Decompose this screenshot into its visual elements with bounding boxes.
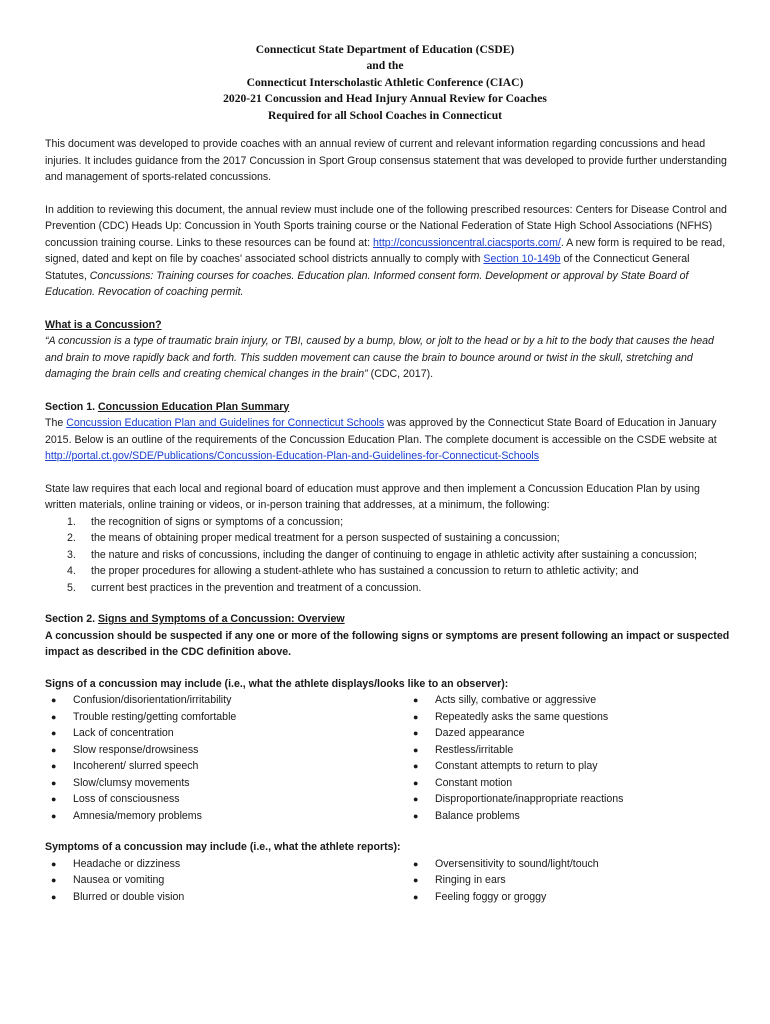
section-10-149b-link[interactable]: Section 10-149b (483, 253, 561, 265)
title-line-required: Required for all School Coaches in Connecticut (267, 108, 503, 122)
requirement-number: 3. (67, 548, 76, 561)
section-1-label: Section 1. (45, 400, 98, 413)
bullet-icon: ● (413, 810, 419, 821)
bullet-icon: ● (51, 695, 57, 705)
requirement-text: current best practices in the prevention and treatment of a concussion. (91, 581, 422, 594)
sign-item-text: Loss of consciousness (73, 793, 180, 805)
requirement-number: 5. (67, 581, 76, 594)
bullet-icon: ● (413, 777, 419, 788)
sign-item-text: Restless/irritable (435, 743, 514, 756)
sign-item (407, 709, 730, 726)
document-title (0, 42, 770, 124)
state-law-paragraph: State law requires that each local and regional board of education must approve and then implement a Concussion Education Plan by using written materials, online training or videos, or in-person training that addresses, at a minimum, the following: (45, 482, 700, 511)
sign-item-text: Dazed appearance (435, 727, 525, 739)
requirement-item (45, 514, 730, 531)
symptom-item (45, 889, 407, 906)
sign-item (45, 709, 407, 726)
resources-text-b: . A new form is required to be read, signed, dated and kept on file by coaches' associated school districts annually to comply with (45, 236, 726, 265)
intro-paragraph: This document was developed to provide coaches with an annual review of current and relevant information regarding concussions and head injuries. It includes guidance from the 2017 Concussion in Sport Group consensus statement that was developed to provide further understanding and management of sports-related concussions. (45, 138, 727, 183)
sign-item-text: Trouble resting/getting comfortable (73, 710, 237, 723)
sign-item (45, 742, 407, 759)
sign-item-text: Slow/clumsy movements (73, 776, 190, 789)
bullet-icon: ● (51, 810, 57, 821)
bullet-icon: ● (51, 761, 57, 771)
bullet-icon: ● (413, 761, 419, 771)
cdc-definition (45, 333, 730, 383)
sign-item-text: Amnesia/memory problems (73, 809, 202, 822)
symptom-item-text: Ringing in ears (435, 874, 506, 886)
requirement-item (45, 580, 730, 597)
requirement-text: the means of obtaining proper medical treatment for a person suspected of sustaining a concussion; (91, 532, 560, 544)
section-1-paragraph (45, 415, 730, 465)
sign-item-text: Constant attempts to return to play (435, 760, 598, 772)
sign-item (407, 725, 730, 742)
sign-item (407, 758, 730, 775)
csde-website-link[interactable]: http://portal.ct.gov/SDE/Publications/Concussion-Education-Plan-and-Guidelines-for-Connecticut-Schools (45, 450, 540, 462)
sign-item-text: Disproportionate/inappropriate reactions (435, 793, 624, 805)
bullet-icon: ● (413, 744, 419, 755)
sign-item (407, 742, 730, 759)
bullet-icon: ● (413, 794, 419, 804)
bullet-icon: ● (51, 875, 57, 885)
suspected-concussion-note: A concussion should be suspected if any one or more of the following signs or symptoms are present following an impact or suspected impact as described in the CDC definition above. (45, 629, 730, 658)
signs-columns (45, 692, 730, 824)
sign-item-text: Repeatedly asks the same questions (435, 710, 609, 723)
symptom-item-text: Blurred or double vision (73, 890, 185, 903)
sign-item-text: Constant motion (435, 776, 513, 789)
signs-heading: Signs of a concussion may include (i.e., what the athlete displays/looks like to an observer): (45, 677, 509, 690)
bullet-icon: ● (51, 728, 57, 738)
resources-text-c: of the Connecticut General Statutes, (45, 253, 690, 282)
requirement-number: 4. (67, 565, 76, 577)
symptom-item (45, 856, 407, 873)
document-body (45, 136, 730, 905)
sign-item-text: Incoherent/ slurred speech (73, 760, 199, 772)
sign-item (407, 808, 730, 825)
bullet-icon: ● (413, 891, 419, 902)
section-1-text-a: The (45, 417, 67, 429)
title-line-csde: Connecticut State Department of Education (CSDE) (255, 43, 515, 56)
bullet-icon: ● (413, 875, 419, 885)
requirement-text: the recognition of signs or symptoms of a concussion; (91, 515, 344, 528)
bullet-icon: ● (51, 744, 57, 755)
resources-text-a: In addition to reviewing this document, the annual review must include one of the following prescribed resources: Centers for Disease Control and Prevention (CDC) Heads Up: Concussion in Youth Sports training course or the National Federation of State High School Associations (NFHS) concussion training course. Links to these resources can be found at: (45, 203, 727, 249)
symptom-item (407, 856, 730, 873)
symptom-item-text: Oversensitivity to sound/light/touch (435, 857, 599, 870)
symptoms-columns (45, 856, 730, 906)
sign-item-text: Balance problems (435, 809, 520, 822)
statute-title: Concussions: Training courses for coaches. Education plan. Informed consent form. Development or approval by State Board of Education. Revocation of coaching permit. (45, 269, 689, 298)
requirement-number: 2. (67, 532, 76, 544)
symptom-item (45, 872, 407, 889)
bullet-icon: ● (413, 728, 419, 738)
sign-item (45, 775, 407, 792)
sign-item-text: Confusion/disorientation/irritability (73, 694, 232, 706)
requirement-item (45, 563, 730, 580)
requirement-item (45, 530, 730, 547)
sign-item-text: Acts silly, combative or aggressive (435, 694, 597, 706)
symptoms-list-left (45, 856, 407, 906)
sign-item (45, 692, 407, 709)
bullet-icon: ● (51, 891, 57, 902)
sign-item (407, 791, 730, 808)
sign-item-text: Slow response/drowsiness (73, 743, 199, 756)
cdc-citation: (CDC, 2017). (367, 368, 434, 380)
title-line-and: and the (366, 59, 404, 73)
section-2-title: Signs and Symptoms of a Concussion: Overview (97, 613, 345, 625)
sign-item (45, 725, 407, 742)
bullet-icon: ● (413, 711, 419, 722)
requirement-number: 1. (67, 515, 76, 528)
bullet-icon: ● (51, 794, 57, 804)
what-is-concussion-heading: What is a Concussion? (45, 318, 162, 331)
title-line-review: 2020-21 Concussion and Head Injury Annual Review for Coaches (223, 92, 547, 106)
concussion-central-link[interactable]: http://concussioncentral.ciacsports.com/ (373, 236, 561, 249)
bullet-icon: ● (51, 858, 57, 869)
bullet-icon: ● (413, 695, 419, 705)
section-1-title: Concussion Education Plan Summary (97, 400, 290, 413)
sign-item (45, 791, 407, 808)
symptom-item (407, 872, 730, 889)
symptom-item-text: Headache or dizziness (73, 857, 181, 870)
bullet-icon: ● (413, 858, 419, 869)
bullet-icon: ● (51, 711, 57, 722)
cdc-definition-quote: “A concussion is a type of traumatic brain injury, or TBI, caused by a bump, blow, or jolt to the head or by a hit to the body that causes the head and brain to move rapidly back and forth. This sudden movement can cause the brain to bounce around or twist in the skull, stretching and damaging the brain cells and creating chemical changes in the brain” (45, 335, 714, 380)
symptoms-heading: Symptoms of a concussion may include (i.e., what the athlete reports): (45, 841, 401, 853)
symptom-item-text: Nausea or vomiting (73, 874, 165, 886)
signs-list-right (407, 692, 730, 824)
section-2-label: Section 2. (45, 613, 98, 625)
symptom-item (407, 889, 730, 906)
resources-paragraph (45, 202, 730, 301)
section-1-heading (45, 399, 730, 416)
sign-item-text: Lack of concentration (73, 727, 174, 739)
education-plan-link[interactable]: Concussion Education Plan and Guidelines for Connecticut Schools (66, 417, 385, 429)
bullet-icon: ● (51, 777, 57, 788)
sign-item (45, 758, 407, 775)
symptoms-list-right (407, 856, 730, 906)
sign-item (407, 775, 730, 792)
sign-item (45, 808, 407, 825)
symptom-item-text: Feeling foggy or groggy (435, 890, 547, 903)
requirement-text: the nature and risks of concussions, including the danger of continuing to engage in athletic activity after sustaining a concussion; (91, 548, 697, 561)
sign-item (407, 692, 730, 709)
requirement-text: the proper procedures for allowing a student-athlete who has sustained a concussion to return to athletic activity; and (91, 565, 639, 577)
section-2-heading (45, 611, 730, 628)
section-1-text-b: was approved by the Connecticut State Board of Education in January 2015. Below is an outline of the requirements of the Concussion Education Plan. The complete document is accessible on the CSDE website at (45, 417, 717, 446)
requirements-list (45, 514, 730, 597)
signs-list-left (45, 692, 407, 824)
requirement-item (45, 547, 730, 564)
title-line-ciac: Connecticut Interscholastic Athletic Conference (CIAC) (246, 75, 524, 89)
